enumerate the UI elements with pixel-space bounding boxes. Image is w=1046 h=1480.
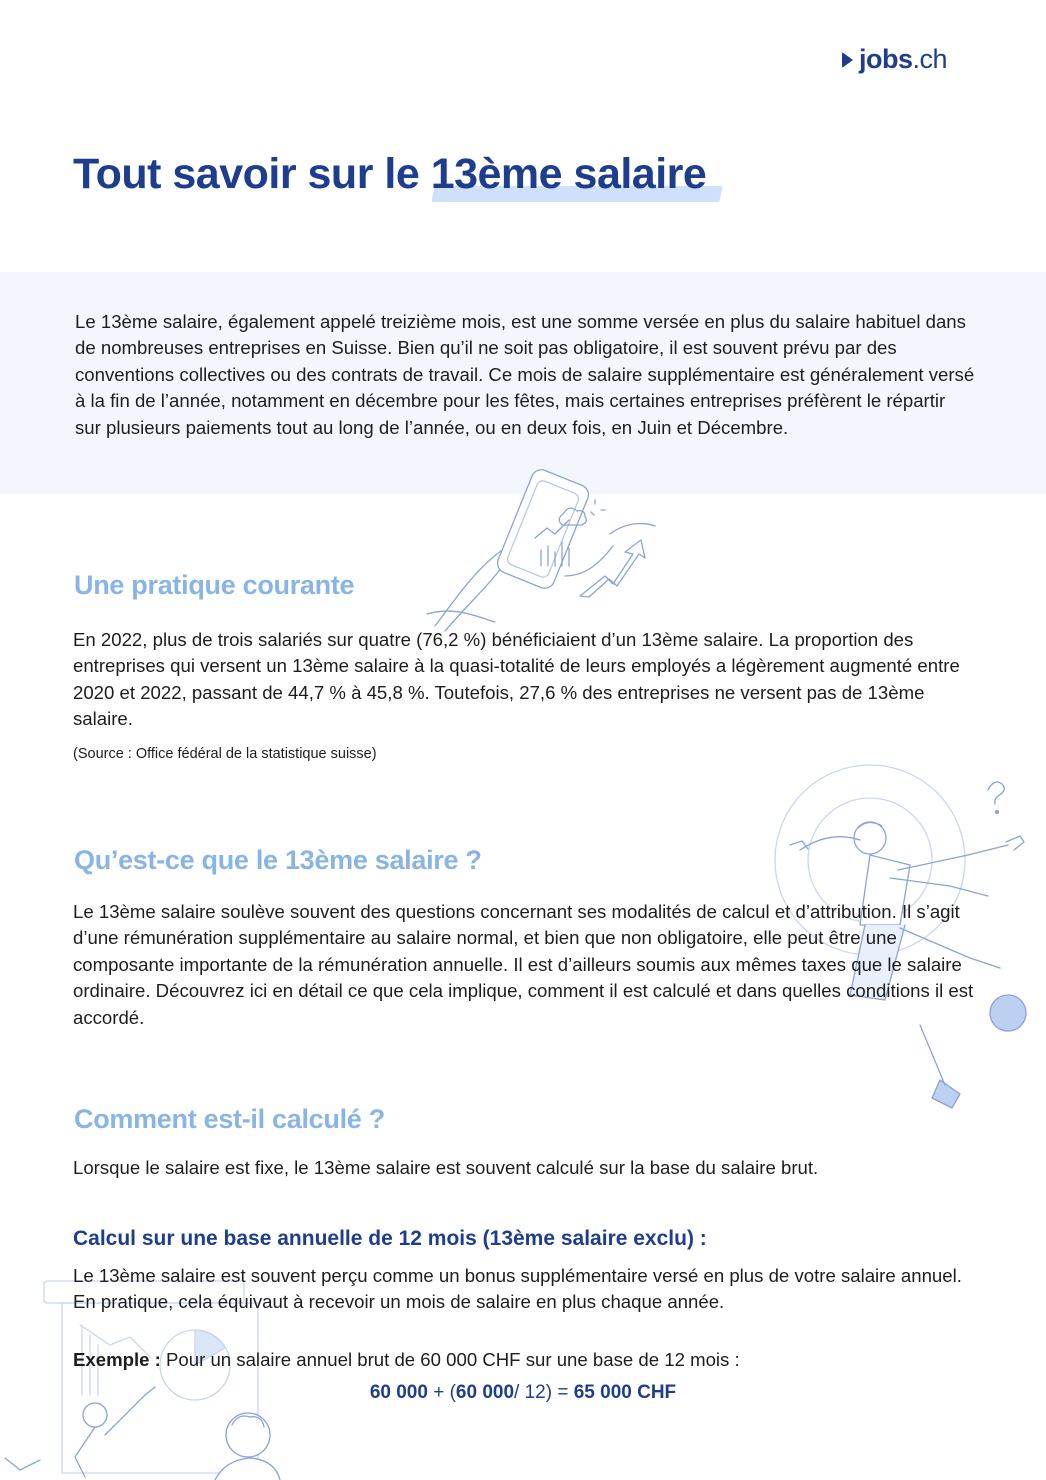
heading-calcul: Comment est-il calculé ? xyxy=(74,1104,385,1134)
intro-paragraph: Le 13ème salaire, également appelé treizième mois, est une somme versée en plus du salaire habituel dans de nombreuses entreprises en Suisse. Bien qu’il ne soit pas obligatoire, il est souvent prévu par des conventions collectives ou des contrats de travail. Ce mois de salaire supplémentaire est généralement versé à la fin de l’année, notamment en décembre pour les fêtes, mais certaines entreprises préfèrent le répartir sur plusieurs paiements tout au long de l’année, ou en deux fois, en Juin et Décembre. xyxy=(75,311,975,438)
title-highlight: 13ème salaire xyxy=(430,150,707,198)
definition-paragraph: Le 13ème salaire soulève souvent des questions concernant ses modalités de calcul et d’attribution. Il s’agit d’une rémunération supplémentaire au salaire normal, et bien que non obligatoire, elle peut être une composante importante de la rémunération annuelle. Il est d’ailleurs soumis aux mêmes taxes que le salaire ordinaire. Découvrez ici en détail ce que cela implique, comment il est calculé et dans quelles conditions il est accordé. xyxy=(73,901,974,1028)
logo-arrow-icon xyxy=(842,52,853,68)
example-text: Pour un salaire annuel brut de 60 000 CHF sur une base de 12 mois : xyxy=(160,1349,740,1370)
calcul-paragraph: Lorsque le salaire est fixe, le 13ème salaire est souvent calculé sur la base du salaire brut. xyxy=(73,1157,819,1178)
source-note: (Source : Office fédéral de la statistique suisse) xyxy=(73,746,377,762)
formula-term-a: 60 000 xyxy=(369,1382,428,1403)
subheading-base-annuelle: Calcul sur une base annuelle de 12 mois (13ème salaire exclu) : xyxy=(73,1227,707,1250)
example-line xyxy=(73,1349,740,1371)
pratique-paragraph: En 2022, plus de trois salariés sur quatre (76,2 %) bénéficiaient d’un 13ème salaire. La proportion des entreprises qui versent un 13ème salaire à la quasi-totalité de leurs employés a légèrement augmenté entre 2020 et 2022, passant de 44,7 % à 45,8 %. Toutefois, 27,6 % des entreprises ne versent pas de 13ème salaire. xyxy=(73,629,960,730)
formula-divide: / 12) = xyxy=(514,1382,574,1403)
heading-definition: Qu’est-ce que le 13ème salaire ? xyxy=(74,845,482,875)
formula-line xyxy=(0,1382,1046,1404)
example-label: Exemple : xyxy=(73,1349,161,1370)
formula-term-b: 60 000 xyxy=(455,1382,515,1403)
jobs-ch-logo[interactable] xyxy=(842,44,947,75)
heading-pratique-courante: Une pratique courante xyxy=(74,570,355,600)
logo-wordmark: jobs.ch xyxy=(859,44,948,74)
formula-plus: + ( xyxy=(427,1382,456,1403)
title-prefix: Tout savoir sur le xyxy=(73,150,431,198)
phone-hand-illustration xyxy=(415,466,675,636)
page-title xyxy=(73,150,706,199)
base-annuelle-paragraph: Le 13ème salaire est souvent perçu comme un bonus supplémentaire versé en plus de votre salaire annuel. En pratique, cela équivaut à recevoir un mois de salaire en plus chaque année. xyxy=(73,1265,962,1313)
formula-result: 65 000 CHF xyxy=(573,1382,677,1403)
